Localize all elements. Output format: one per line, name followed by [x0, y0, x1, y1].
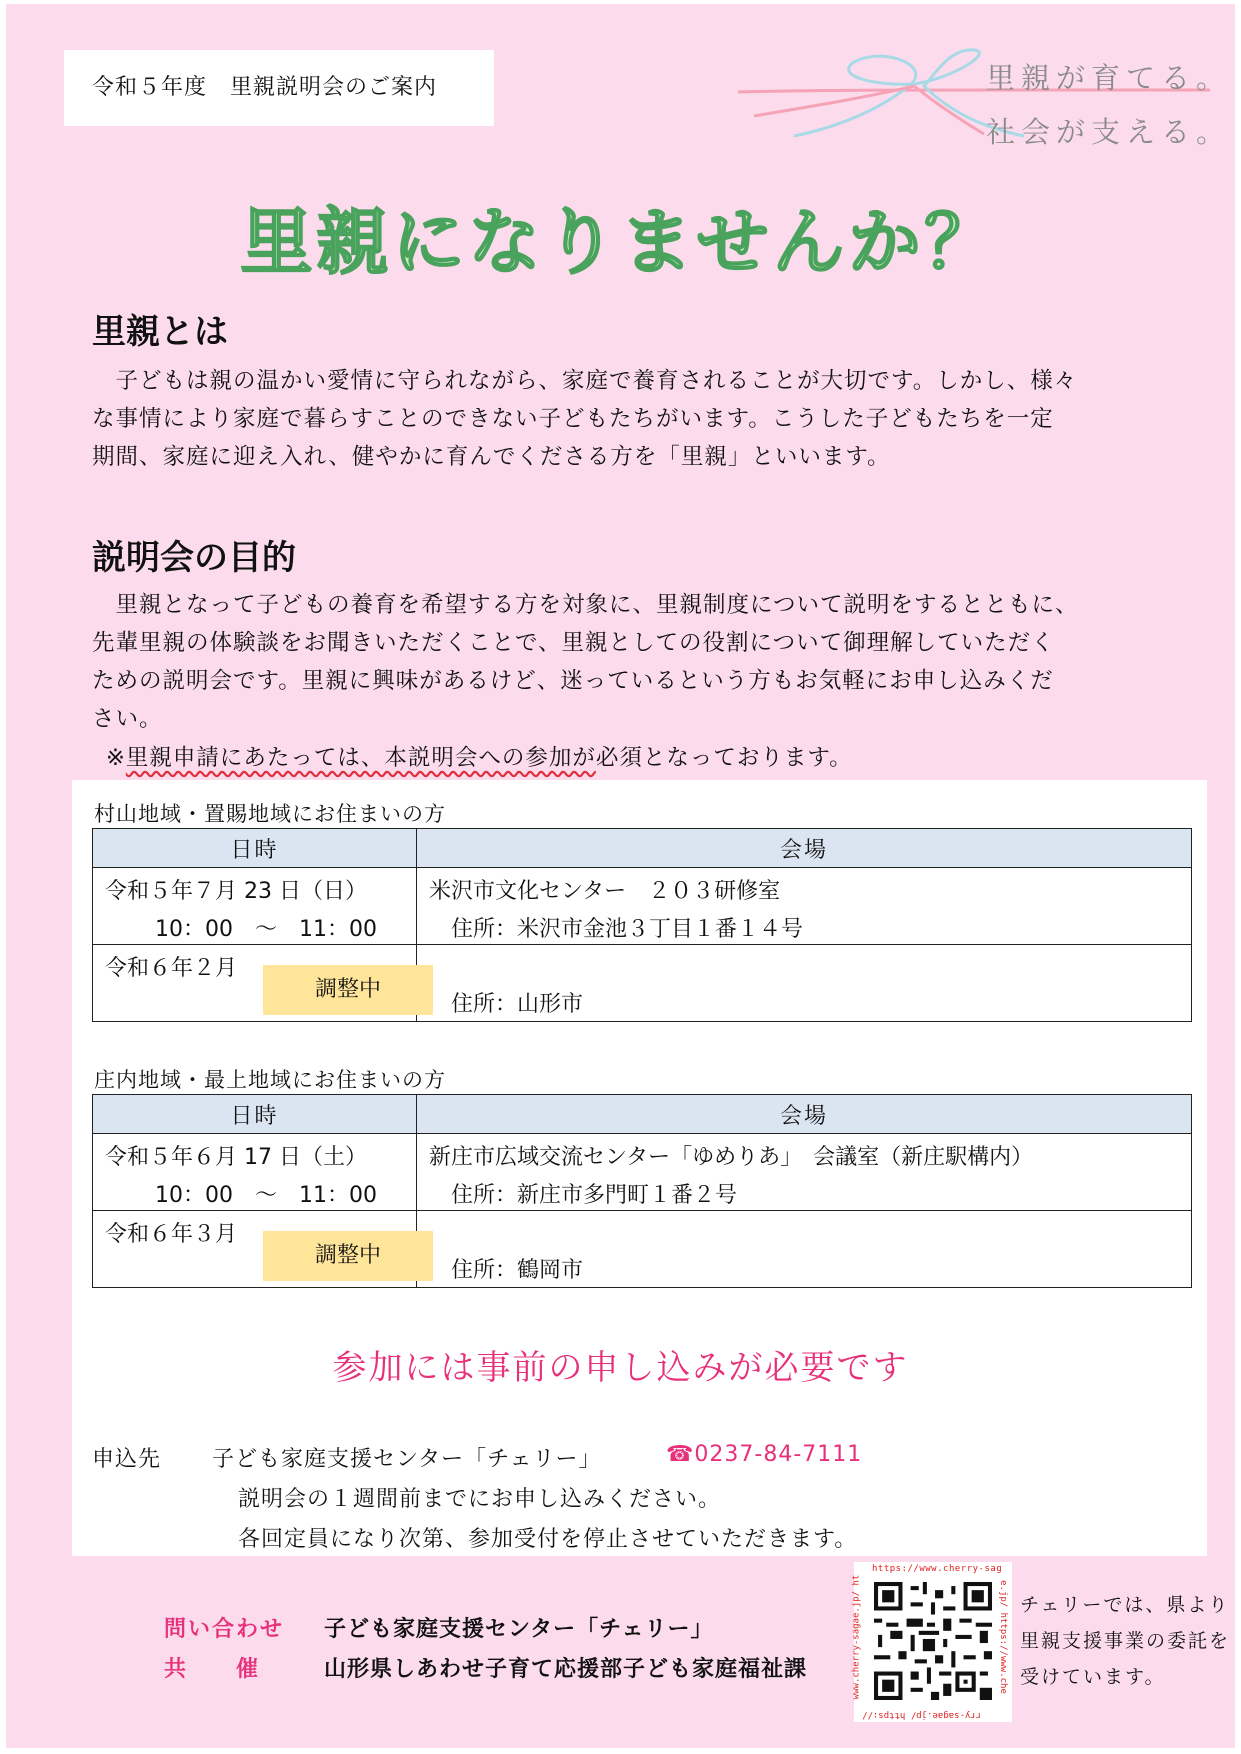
session-time: 10：00 ～ 11：00 [155, 1183, 377, 1208]
flyer-page [6, 4, 1235, 1748]
section-heading-purpose: 説明会の目的 [92, 538, 296, 578]
slogan-line-1: 里親が育てる。 [986, 61, 1232, 95]
qr-url-top: https://www.cherry-sag [872, 1564, 1003, 1574]
registration-notice: 参加には事前の申し込みが必要です [332, 1348, 909, 1388]
inquiry-label: 問い合わせ [164, 1617, 285, 1642]
table-row [93, 945, 1192, 1022]
qr-code[interactable] [851, 1562, 1012, 1722]
qr-url-right: e.jp/ https://www.che [997, 1580, 1008, 1694]
section-body-purpose [92, 586, 1152, 738]
venue-address: 住所：米沢市金池３丁目１番１４号 [451, 917, 804, 942]
venue-address: 住所：新庄市多門町１番２号 [451, 1183, 738, 1208]
venue-name: 新庄市広域交流センター「ゆめりあ」 会議室（新庄駅構内） [429, 1145, 1034, 1170]
purpose-line-1: 里親となって子どもの養育を希望する方を対象に、里親制度について説明をするとともに、 [92, 592, 1079, 618]
main-title: 里親になりませんか？ [240, 200, 1001, 284]
schedule-table-1 [92, 828, 1192, 1022]
session-date: 令和５年７月 23 日（日） [105, 879, 367, 904]
table-header-date: 日時 [93, 829, 417, 868]
requirement-note [106, 740, 853, 772]
table-header-venue: 会場 [417, 1095, 1192, 1134]
cohost-label: 共 催 [164, 1657, 261, 1682]
session-date: 令和６年２月 [105, 956, 238, 981]
purpose-line-2: 先輩里親の体験談をお聞きいただくことで、里親としての役割について御理解していただく [92, 630, 1055, 656]
inquiry-value: 子ども家庭支援センター「チェリー」 [324, 1617, 714, 1642]
note-prefix: ※ [106, 745, 126, 771]
region-label-2: 庄内地域・最上地域にお住まいの方 [94, 1068, 446, 1092]
slogan-line-2: 社会が支える。 [986, 115, 1232, 149]
cherry-note-line-1: チェリーでは、県より [1020, 1594, 1230, 1616]
note-suffix: 必須となっております。 [595, 745, 853, 771]
table-row [93, 868, 1192, 945]
session-time: 10：00 ～ 11：00 [155, 917, 377, 942]
purpose-line-4: さい。 [92, 706, 163, 732]
table-row [93, 1134, 1192, 1211]
note-underlined: 里親申請にあたっては、本説明会への参加が [125, 745, 596, 771]
apply-note-2: 各回定員になり次第、参加受付を停止させていただきます。 [238, 1527, 858, 1552]
cohost-value: 山形県しあわせ子育て応援部子ども家庭福祉課 [324, 1657, 808, 1682]
table-row [93, 1211, 1192, 1288]
apply-note-1: 説明会の１週間前までにお申し込みください。 [238, 1487, 722, 1512]
schedule-table-2 [92, 1094, 1192, 1288]
adjusting-badge: 調整中 [263, 1231, 433, 1281]
qr-code-icon [874, 1582, 992, 1700]
section-heading-about: 里親とは [92, 312, 228, 352]
cherry-note-line-3: 受けています。 [1020, 1666, 1166, 1688]
about-line-3: 期間、家庭に迎え入れ、健やかに育んでくださる方を「里親」といいます。 [92, 444, 891, 470]
cherry-note-line-2: 里親支援事業の委託を [1020, 1630, 1231, 1652]
region-label-1: 村山地域・置賜地域にお住まいの方 [94, 802, 446, 826]
table-header-date: 日時 [93, 1095, 417, 1134]
header-label: 令和５年度 里親説明会のご案内 [64, 50, 494, 126]
adjusting-badge: 調整中 [263, 965, 433, 1015]
venue-name: 米沢市文化センター ２０３研修室 [429, 879, 781, 904]
about-line-2: な事情により家庭で暮らすことのできない子どもたちがいます。こうした子どもたちを一定 [92, 406, 1054, 432]
apply-label: 申込先 [92, 1447, 162, 1472]
session-date: 令和６年３月 [105, 1222, 238, 1247]
section-body-about [92, 362, 1152, 476]
session-date: 令和５年６月 17 日（土） [105, 1145, 367, 1170]
apply-org: 子ども家庭支援センター「チェリー」 [212, 1447, 602, 1472]
venue-address: 住所：鶴岡市 [451, 1258, 584, 1283]
qr-url-left: www.cherry-sagae.jp/ ht [851, 1574, 862, 1700]
purpose-line-3: ための説明会です。里親に興味があるけど、迷っているという方もお気軽にお申し込みくだ [92, 668, 1054, 694]
table-header-venue: 会場 [417, 829, 1192, 868]
venue-address: 住所：山形市 [451, 992, 584, 1017]
qr-url-bottom: rry-sagae.jp/ https:// [862, 1710, 982, 1720]
about-line-1: 子どもは親の温かい愛情に守られながら、家庭で養育されることが大切です。しかし、様々 [92, 368, 1078, 394]
apply-phone[interactable]: ☎0237-84-7111 [666, 1442, 863, 1467]
